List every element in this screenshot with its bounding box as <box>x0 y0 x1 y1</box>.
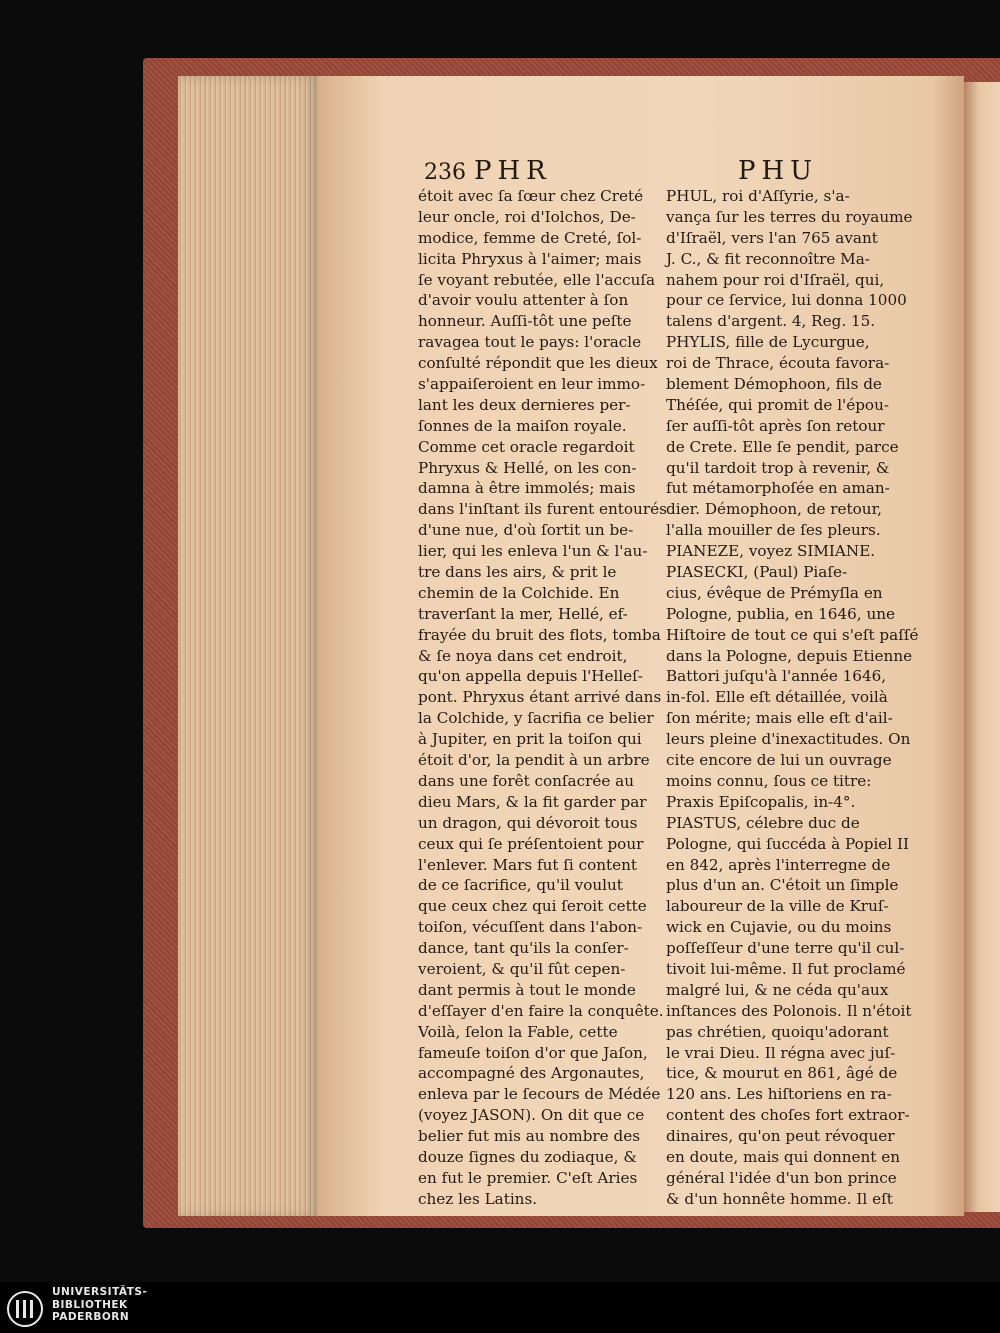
text-line: ravagea tout le pays: l'oracle <box>418 333 642 352</box>
text-line: un dragon, qui dévoroit tous <box>418 813 638 832</box>
text-column-right <box>666 186 919 1210</box>
text-line: dans l'inſtant ils furent entourés <box>418 500 667 519</box>
text-line: dance, tant qu'ils la conſer- <box>418 939 629 958</box>
text-line: Praxis Epiſcopalis, in-4°. <box>666 792 856 811</box>
text-line: Pologne, publia, en 1646, une <box>666 604 895 623</box>
text-line: Phryxus & Hellé, on les con- <box>418 458 637 477</box>
text-line: dieu Mars, & la fit garder par <box>418 792 647 811</box>
text-line: blement Démophoon, fils de <box>666 375 882 394</box>
text-line: Théſée, qui promit de l'épou- <box>666 395 889 414</box>
text-line: étoit d'or, la pendit à un arbre <box>418 751 650 770</box>
text-line: ſonnes de la maiſon royale. <box>418 416 627 435</box>
text-line: chemin de la Colchide. En <box>418 583 620 602</box>
text-line: (voyez JASON). On dit que ce <box>418 1106 645 1125</box>
text-line: d'une nue, d'où ſortit un be- <box>418 521 634 540</box>
text-line: de ce ſacrifice, qu'il voulut <box>418 876 623 895</box>
text-line: l'enlever. Mars fut ſi content <box>418 855 637 874</box>
text-line: le vrai Dieu. Il régna avec juſ- <box>666 1043 896 1062</box>
text-column-left <box>418 186 667 1210</box>
running-head-right: PHU <box>738 156 819 186</box>
text-line: en 842, après l'interregne de <box>666 855 891 874</box>
text-line: tre dans les airs, & prit le <box>418 563 617 582</box>
text-line: fameuſe toiſon d'or que Jaſon, <box>418 1043 648 1062</box>
text-line: de Crete. Elle ſe pendit, parce <box>666 437 899 456</box>
text-line: modice, femme de Creté, ſol- <box>418 228 642 247</box>
text-line: toiſon, vécuſſent dans l'abon- <box>418 918 643 937</box>
library-name-line: PADERBORN <box>52 1311 130 1323</box>
text-line: dinaires, qu'on peut révoquer <box>666 1127 895 1146</box>
text-line: content des choſes fort extraor- <box>666 1106 910 1125</box>
text-line: accompagné des Argonautes, <box>418 1064 645 1083</box>
text-line: laboureur de la ville de Kruſ- <box>666 897 889 916</box>
library-name-line: UNIVERSITÄTS- <box>52 1286 148 1298</box>
text-line: leurs pleine d'inexactitudes. On <box>666 730 911 749</box>
text-line: & ſe noya dans cet endroit, <box>418 646 628 665</box>
text-line: cite encore de lui un ouvrage <box>666 751 892 770</box>
text-line: traverſant la mer, Hellé, ef- <box>418 604 628 623</box>
text-line: licita Phryxus à l'aimer; mais <box>418 249 642 268</box>
text-line: en doute, mais qui donnent en <box>666 1147 901 1166</box>
text-line: veroient, & qu'il fût cepen- <box>418 959 626 978</box>
text-line: wick en Cujavie, ou du moins <box>666 918 892 937</box>
text-line: la Colchide, y ſacrifia ce belier <box>418 709 654 728</box>
text-line: d'Iſraël, vers l'an 765 avant <box>666 228 878 247</box>
text-line: qu'il tardoit trop à revenir, & <box>666 458 890 477</box>
text-line: tice, & mourut en 861, âgé de <box>666 1064 898 1083</box>
text-line: Voilà, ſelon la Fable, cette <box>418 1022 618 1041</box>
text-line: douze ſignes du zodiaque, & <box>418 1147 637 1166</box>
text-line: belier fut mis au nombre des <box>418 1127 641 1146</box>
text-line: Comme cet oracle regardoit <box>418 437 635 456</box>
running-head-left: PHR <box>474 156 552 186</box>
text-line: damna à être immolés; mais <box>418 479 636 498</box>
next-page-edge <box>964 82 1000 1212</box>
text-line: en fut le premier. C'eſt Aries <box>418 1168 638 1187</box>
page-edges <box>178 76 318 1216</box>
text-line: frayée du bruit des flots, tomba <box>418 625 661 644</box>
text-line: in-fol. Elle eſt détaillée, voilà <box>666 688 888 707</box>
library-name <box>52 1286 147 1324</box>
text-line: PIASECKI, (Paul) Piaſe- <box>666 563 848 582</box>
text-line: vança ſur les terres du royaume <box>666 207 913 226</box>
text-line: roi de Thrace, écouta favora- <box>666 354 890 373</box>
text-line: lant les deux dernieres per- <box>418 395 631 414</box>
text-line: s'appaiſeroient en leur immo- <box>418 375 646 394</box>
text-line: PHUL, roi d'Aſſyrie, s'a- <box>666 187 850 205</box>
text-line: Hiſtoire de tout ce qui s'eſt paſſé <box>666 625 919 644</box>
text-line: poſſeſſeur d'une terre qu'il cul- <box>666 939 905 958</box>
text-line: PHYLIS, fille de Lycurgue, <box>666 333 870 352</box>
text-line: dans une forêt conſacrée au <box>418 771 635 790</box>
text-line: honneur. Auſſi-tôt une peſte <box>418 312 632 331</box>
text-line: étoit avec ſa ſœur chez Creté <box>418 187 644 205</box>
text-line: ceux qui ſe préſentoient pour <box>418 834 644 853</box>
text-line: Battori juſqu'à l'année 1646, <box>666 667 887 686</box>
page-number: 236 <box>424 160 466 185</box>
text-line: moins connu, ſous ce titre: <box>666 771 872 790</box>
text-line: Pologne, qui ſuccéda à Popiel II <box>666 834 909 853</box>
text-line: général l'idée d'un bon prince <box>666 1168 897 1187</box>
text-line: tivoit lui-même. Il fut proclamé <box>666 959 906 978</box>
text-line: plus d'un an. C'étoit un ſimple <box>666 876 899 895</box>
text-line: ſon mérite; mais elle eſt d'ail- <box>666 709 893 728</box>
text-line: d'eſſayer d'en faire la conquête. <box>418 1001 664 1020</box>
library-footer <box>0 1282 1000 1333</box>
library-logo-icon <box>6 1290 44 1328</box>
text-line: inſtances des Polonois. Il n'étoit <box>666 1001 912 1020</box>
text-line: J. C., & fit reconnoître Ma- <box>666 249 870 268</box>
text-line: pas chrétien, quoiqu'adorant <box>666 1022 889 1041</box>
text-line: fut métamorphoſée en aman- <box>666 479 890 498</box>
text-line: leur oncle, roi d'Iolchos, De- <box>418 207 636 226</box>
text-line: l'alla mouiller de ſes pleurs. <box>666 521 881 540</box>
text-line: dier. Démophoon, de retour, <box>666 500 882 519</box>
text-line: PIASTUS, célebre duc de <box>666 813 860 832</box>
text-line: conſulté répondit que les dieux <box>418 354 658 373</box>
text-line: ſe voyant rebutée, elle l'accuſa <box>418 270 656 289</box>
text-line: & d'un honnête homme. Il eſt <box>666 1189 893 1208</box>
text-line: chez les Latins. <box>418 1189 538 1208</box>
text-line: dans la Pologne, depuis Etienne <box>666 646 913 665</box>
text-line: d'avoir voulu attenter à ſon <box>418 291 629 310</box>
text-line: qu'on appella depuis l'Helleſ- <box>418 667 643 686</box>
text-line: 120 ans. Les hiſtoriens en ra- <box>666 1085 892 1104</box>
text-line: malgré lui, & ne céda qu'aux <box>666 980 889 999</box>
library-name-line: BIBLIOTHEK <box>52 1298 128 1311</box>
text-line: nahem pour roi d'Iſraël, qui, <box>666 270 885 289</box>
text-line: PIANEZE, voyez SIMIANE. <box>666 542 876 561</box>
text-line: cius, évêque de Prémyſla en <box>666 583 883 602</box>
text-line: lier, qui les enleva l'un & l'au- <box>418 542 648 561</box>
text-line: pont. Phryxus étant arrivé dans <box>418 688 662 707</box>
text-line: ſer auſſi-tôt après ſon retour <box>666 416 885 435</box>
text-line: enleva par le ſecours de Médée <box>418 1085 661 1104</box>
text-line: dant permis à tout le monde <box>418 980 636 999</box>
text-line: à Jupiter, en prit la toiſon qui <box>418 730 642 749</box>
text-line: pour ce ſervice, lui donna 1000 <box>666 291 907 310</box>
text-line: talens d'argent. 4, Reg. 15. <box>666 312 876 331</box>
text-line: que ceux chez qui ſeroit cette <box>418 897 647 916</box>
